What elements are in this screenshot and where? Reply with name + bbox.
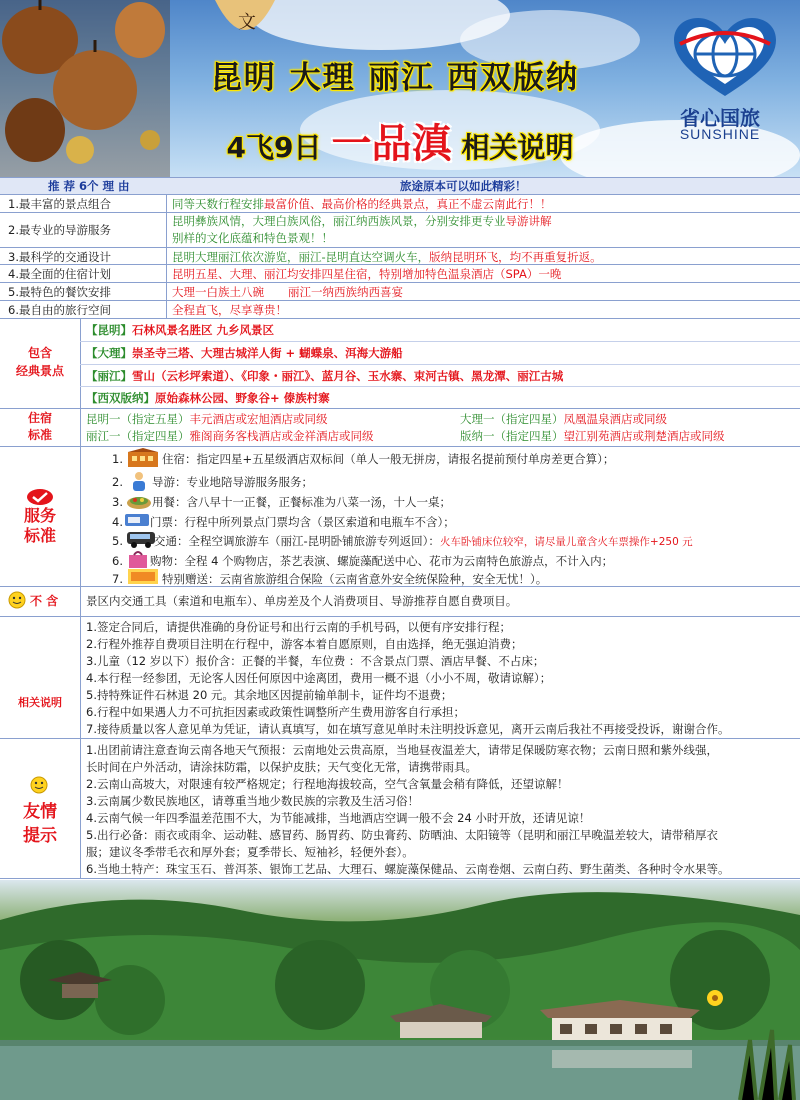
header-banner — [0, 0, 800, 177]
service-badge-icon — [26, 488, 54, 506]
smiley-icon — [30, 776, 48, 794]
service-num: 3. — [112, 495, 123, 509]
spot-item: 【大理】崇圣寺三塔、大理古城洋人街 + 蝴蝶泉、洱海大游船 — [86, 346, 403, 360]
title-flight-days: 4飞9日 — [226, 131, 322, 164]
scenery-photo — [0, 880, 800, 1100]
divider — [0, 446, 800, 447]
reason-text: 昆明大理丽江依次游览，丽江-昆明直达空调火车，版纳昆明环飞，均不再重复折返。 — [172, 250, 602, 264]
note-item: 1.签定合同后，请提供准确的身份证号和出行云南的手机号码，以便有序安排行程； — [86, 620, 511, 634]
services-label: 服务 标准 — [23, 506, 56, 545]
tip-line: 3.云南属少数民族地区，请尊重当地少数民族的宗教及生活习俗！ — [86, 794, 419, 808]
note-item: 2.行程外推荐自费项目注明在行程中，游客本着自愿原则，自由选择，绝无强迫消费； — [86, 637, 523, 651]
reason-text: 昆明彝族风情，大理白族风俗，丽江纳西族风景，分别安排更专业导游讲解 — [172, 214, 552, 228]
reason-text: 同等天数行程安排最富价值、最高价格的经典景点，真正不虚云南此行！！ — [172, 197, 552, 211]
hanging-gourd-icon — [210, 0, 280, 50]
tour-guide-icon — [128, 470, 150, 492]
hotels-label: 住宿 标准 — [27, 411, 52, 442]
divider — [80, 341, 800, 342]
gift-icon — [126, 566, 160, 586]
divider — [0, 408, 800, 409]
service-text: 特别赠送：云南省旅游组合保险（云南省意外安全统保险种，安全无忧！）。 — [162, 572, 548, 586]
title-suffix: 相关说明 — [461, 131, 574, 164]
title-destinations: 昆明 大理 丽江 西双版纳 — [210, 60, 580, 96]
tips-label: 友情 提示 — [23, 802, 57, 846]
title-product — [165, 112, 635, 169]
service-text: 导游：专业地陪导游服务服务； — [152, 475, 313, 489]
heart-globe-logo-icon — [670, 14, 780, 100]
divider — [80, 364, 800, 365]
reason-text: 全程直飞，尽享尊贵！ — [172, 303, 287, 317]
service-num: 5. — [112, 534, 123, 548]
note-item: 3.儿童（12 岁以下）报价含：正餐的半餐，车位费 ：不含景点门票、酒店早餐、不占床； — [86, 654, 545, 668]
ticket-icon — [124, 510, 150, 530]
title-brand: 一品滇 — [331, 121, 452, 167]
reason-label: 5.最特色的餐饮安排 — [8, 285, 111, 299]
hotel-item: 昆明一（指定五星）丰元酒店或宏旭酒店或同级 — [86, 412, 328, 426]
reason-text: 别样的文化底蕴和特色景观！！ — [172, 231, 333, 245]
tip-line: 4.云南气候一年四季温差范围不大，为节能减排，当地酒店空调一般不会 24 小时开放，还请见谅！ — [86, 811, 591, 825]
service-num: 2. — [112, 475, 123, 489]
service-num: 4. — [112, 515, 123, 529]
divider — [80, 318, 81, 878]
divider — [80, 386, 800, 387]
reason-text: 大理一白族土八碗 丽江一纳西族纳西喜宴 — [172, 285, 403, 299]
service-text: 购物：全程 4 个购物店，茶艺表演、螺旋藻配送中心、花市为云南特色旅游点，不计入内； — [150, 554, 614, 568]
service-num: 7. — [112, 572, 123, 586]
reasons-header-right: 旅途原本可以如此精彩！ — [400, 179, 527, 193]
service-text: 用餐：含八早十一正餐，正餐标准为八菜一汤，十人一桌； — [152, 495, 451, 509]
note-item: 6.行程中如果遇人力不可抗拒因素或政策性调整所产生费用游客自行承担； — [86, 705, 465, 719]
hotel-icon — [126, 448, 160, 468]
svg-text:文: 文 — [238, 12, 256, 33]
excluded-label: 不 含 — [30, 594, 59, 608]
service-text: 交通：全程空调旅游车（丽江-昆明卧铺旅游专列返回）：火车卧铺床位较窄，请尽量儿童含火车票操作+250 元 — [154, 534, 693, 548]
spot-item: 【丽江】雪山（云杉坪索道）、《印象・丽江》、蓝月谷、玉水寨、束河古镇、黑龙潭、丽江古城 — [86, 369, 564, 383]
logo-en-name: SUNSHINE — [679, 126, 761, 142]
reasons-header-left: 推 荐 6个 理 由 — [48, 179, 130, 193]
divider — [0, 878, 800, 879]
tip-line: 长时间在户外活动，请涂抹防霜，以保护皮肤；天气变化无常，请携带雨具。 — [86, 760, 477, 774]
spot-item: 【西双版纳】原始森林公园、野象谷+ 傣族村寨 — [86, 391, 330, 405]
reason-label: 3.最科学的交通设计 — [8, 250, 111, 264]
smiley-icon — [8, 591, 26, 609]
divider — [0, 616, 800, 617]
service-num: 1. — [112, 452, 123, 466]
service-text: 住宿：指定四星+五星级酒店双标间（单人一般无拼房，请报名提前预付单房差更合算）； — [162, 452, 615, 466]
tip-line: 2.云南山高坡大，对限速有较严格规定；行程地海拔较高，空气含氧量会稍有降低，还望谅解！ — [86, 777, 569, 791]
reason-label: 1.最丰富的景点组合 — [8, 197, 111, 211]
note-item: 4.本行程一经参团，无论客人因任何原因中途离团，费用一概不退（小小不周，敬请谅解）； — [86, 671, 552, 685]
service-num: 6. — [112, 554, 123, 568]
divider — [166, 177, 167, 318]
notes-label: 相关说明 — [18, 696, 62, 709]
reason-text: 昆明五星、大理、丽江均安排四星住宿，特别增加特色温泉酒店（SPA）一晚 — [172, 267, 562, 281]
spots-label: 包含 经典景点 — [15, 346, 64, 378]
excluded-text: 景区内交通工具（索道和电瓶车）、单房差及个人消费项目、导游推荐自愿自费项目。 — [86, 594, 518, 608]
tip-line: 服；建议冬季带毛衣和厚外套；夏季带长、短袖衫，轻便外套）。 — [86, 845, 414, 859]
hotel-item: 丽江一（指定四星）雅阁商务客栈酒店或金祥酒店或同级 — [86, 429, 374, 443]
hotel-item: 版纳一（指定四星）望江别苑酒店或荆楚酒店或同级 — [460, 429, 725, 443]
service-text: 门票：行程中所列景点门票均含（景区索道和电瓶车不含）； — [150, 515, 455, 529]
tip-line: 6.当地土特产：珠宝玉石、普洱茶、银饰工艺品、大理石、螺旋藻保健品、云南卷烟、云南白药、野生菌类、各种时令水果等。 — [86, 862, 730, 876]
hotel-item: 大理一（指定四星）凤凰温泉酒店或同级 — [460, 412, 667, 426]
company-logo — [655, 14, 785, 149]
reason-label: 6.最自由的旅行空间 — [8, 303, 111, 317]
note-item: 5.持特殊证件石林退 20 元。其余地区因提前输单制卡，证件均不退费； — [86, 688, 453, 702]
divider — [0, 738, 800, 739]
tip-line: 1.出团前请注意查询云南各地天气预报：云南地处云贵高原，当地昼夜温差大，请带足保暖防寒衣物；云南日照和紫外线强， — [86, 743, 718, 757]
tip-line: 5.出行必备：雨衣或雨伞、运动鞋、感冒药、肠胃药、防虫膏药、防晒油、太阳镜等（昆明和丽江早晚温差较大，请带稍厚衣 — [86, 828, 718, 842]
meal-icon — [126, 490, 152, 510]
reason-label: 2.最专业的导游服务 — [8, 223, 111, 237]
divider — [0, 318, 800, 319]
logo-cn-name: 省心国旅 — [680, 106, 760, 130]
spot-item: 【昆明】石林风景名胜区 九乡风景区 — [86, 323, 275, 337]
reason-label: 4.最全面的住宿计划 — [8, 267, 111, 281]
gourd-decoration-icon — [0, 0, 170, 177]
note-item: 7.接待质量以客人意见单为凭证，请认真填写，如在填写意见单时未注明投诉意见，离开云南后我社不再接受投诉，谢谢合作。 — [86, 722, 730, 736]
bus-icon — [126, 529, 156, 549]
lake-village-scene — [0, 880, 800, 1100]
